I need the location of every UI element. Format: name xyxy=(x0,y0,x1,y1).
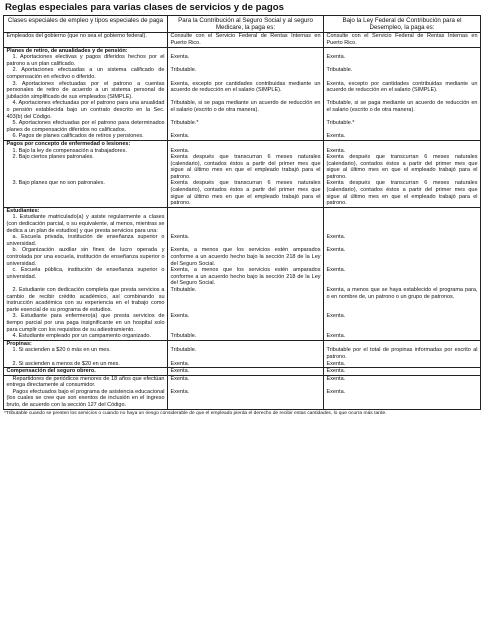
table-row xyxy=(4,100,481,120)
header-employment-type: Clases especiales de empleo y tipos especiales de paga xyxy=(4,16,168,33)
table-row xyxy=(4,154,481,180)
row-label: 3. Estudiante para enfermero(a) que presta servicios de tiempo parcial por una paga insignificante en un hospital solo para cumplir con los requisitos de su adiestramiento. xyxy=(4,313,168,333)
row-social-security: Exenta después que transcurran 6 meses naturales (calendario), contados éstos a partir del primer mes que sigue al último mes en que el empleado trabajó para el patrono. xyxy=(168,180,324,207)
section-title: Propinas: xyxy=(4,340,168,347)
table-row xyxy=(4,148,481,155)
row-label: 4. Aportaciones efectuadas por el patrono para una anualidad o pensión establecida bajo un contrato descrito en la Sec. 403(b) del Código. xyxy=(4,100,168,120)
row-label: 1. Estudiante matriculado(a) y asiste regularmente a clases (con dedicación parcial, o su equivalente, al menos, mientras se dedica a un plan de estudios) y que presta servicios para una: xyxy=(4,214,168,234)
row-unemployment: Tributable.* xyxy=(324,120,481,133)
row-unemployment: Exenta. xyxy=(324,267,481,287)
row-unemployment: Tributable, si se paga mediante un acuerdo de reducción en el salario (escrito o de otra manera). xyxy=(324,100,481,120)
row-unemployment: Exenta, a menos que se haya establecido el programa para, o en nombre de, un patrono o un grupo de patronos. xyxy=(324,287,481,313)
row-label: b. Organización auxiliar sin fines de lucro operada y controlada por una escuela, institución de enseñanza superior o universidad. xyxy=(4,247,168,267)
table-row xyxy=(4,340,481,347)
row-label: c. Escuela pública, institución de enseñanza superior o universidad. xyxy=(4,267,168,287)
table-row xyxy=(4,207,481,214)
row-unemployment: Exenta. xyxy=(324,375,481,389)
row-label: a. Escuela privada, institución de enseñanza superior o universidad. xyxy=(4,234,168,247)
table-row xyxy=(4,67,481,80)
table-row xyxy=(4,267,481,287)
row-social-security: Tributable. xyxy=(168,333,324,340)
row-social-security: Tributable.* xyxy=(168,120,324,133)
section-title: Pagos por concepto de enfermedad o lesiones: xyxy=(4,140,168,147)
row-label: 3. Aportaciones efectuadas por el patrono a cuentas personales de retiro de acuerdo a un sistema personal de jubilación simplificado de sus empleados (SIMPLE). xyxy=(4,81,168,101)
table-header-row xyxy=(4,16,481,33)
table-row xyxy=(4,140,481,147)
row-label: 6. Pagos de planes calificados de retiros y pensiones. xyxy=(4,133,168,140)
row-unemployment: Exenta, excepto por cantidades contribuidas mediante un acuerdo de reducción en el salario (SIMPLE). xyxy=(324,81,481,101)
table-row xyxy=(4,333,481,340)
row-unemployment: Exenta. xyxy=(324,234,481,247)
row-social-security: Exenta. xyxy=(168,313,324,333)
page-title: Reglas especiales para varias clases de servicios y de pagos xyxy=(5,2,284,13)
row-unemployment: Exenta después que transcurran 6 meses naturales (calendario), contados éstos a partir del primer mes que sigue al último mes en que el empleado trabajó para el patrono. xyxy=(324,180,481,207)
section-title: Planes de retiro, de anualidades y de pensión: xyxy=(4,47,168,54)
row-unemployment: Exenta. xyxy=(324,133,481,140)
row-social-security: Exenta, a menos que los servicios estén amparados conforme a un acuerdo hecho bajo la sección 218 de la Ley del Seguro Social. xyxy=(168,267,324,287)
row-unemployment: Exenta. xyxy=(324,333,481,340)
table-row xyxy=(4,214,481,234)
table-row xyxy=(4,368,481,376)
table-row xyxy=(4,347,481,360)
row-label: 5. Aportaciones efectuadas por el patrono para determinados planes de compensación diferidos no calificados. xyxy=(4,120,168,133)
header-unemployment: Bajo la Ley Federal de Contribución para el Desempleo, la paga es: xyxy=(324,16,481,33)
row-label: 1. Si ascienden a $20 ó más en un mes. xyxy=(4,347,168,360)
table-row xyxy=(4,47,481,54)
row-social-security: Consulte con el Servicio Federal de Rentas Internas en Puerto Rico. xyxy=(168,33,324,47)
row-social-security: Exenta. xyxy=(168,389,324,409)
row-label: 2. Si ascienden a menos de $20 en un mes. xyxy=(4,361,168,368)
table-row xyxy=(4,33,481,47)
row-social-security: Tributable. xyxy=(168,287,324,313)
row-label: 2. Aportaciones efectuadas a un sistema calificado de compensación en efectivo o diferido. xyxy=(4,67,168,80)
row-label: 4. Estudiante empleado por un campamento organizado. xyxy=(4,333,168,340)
row-label: 1. Bajo la ley de compensación a trabajadores. xyxy=(4,148,168,155)
row-social-security: Tributable. xyxy=(168,67,324,80)
section-title: Compensación del seguro obrero. xyxy=(4,368,168,376)
section-title: Estudiantes: xyxy=(4,207,168,214)
row-social-security: Exenta. xyxy=(168,148,324,155)
row-unemployment: Exenta. xyxy=(324,148,481,155)
row-unemployment: Exenta. xyxy=(324,361,481,368)
table-row xyxy=(4,361,481,368)
header-social-security: Para la Contribución al Seguro Social y al seguro Medicare, la paga es: xyxy=(168,16,324,33)
row-social-security: Exenta. xyxy=(168,54,324,67)
footnote: *Tributable cuando se presten los servicios o cuando no haya un riesgo considerable de que el empleado pierda el derecho de recibir estas cantidades, lo que ocurra más tarde. xyxy=(4,410,387,416)
row-unemployment: Tributable. xyxy=(324,67,481,80)
row-social-security: Tributable, si se paga mediante un acuerdo de reducción en el salario (escrito o de otra manera). xyxy=(168,100,324,120)
table-row xyxy=(4,81,481,101)
row-social-security: Exenta después que transcurran 6 meses naturales (calendario), contados éstos a partir del primer mes que sigue al último mes en que el empleado trabajó para el patrono. xyxy=(168,154,324,180)
page xyxy=(3,2,480,417)
row-unemployment: Exenta. xyxy=(324,313,481,333)
table-row xyxy=(4,133,481,140)
table-row xyxy=(4,120,481,133)
row-label: 2. Bajo ciertos planes patronales. xyxy=(4,154,168,180)
row-social-security: Exenta. xyxy=(168,361,324,368)
row-label: 1. Aportaciones electivas y pagos diferidos hechos por el patrono a un plan calificado. xyxy=(4,54,168,67)
row-label: 3. Bajo planes que no son patronales. xyxy=(4,180,168,207)
row-unemployment: Exenta después que transcurran 6 meses naturales (calendario), contados éstos a partir del primer mes que sigue al último mes en que el empleado trabajó para el patrono. xyxy=(324,154,481,180)
rules-table xyxy=(3,15,481,410)
table-row xyxy=(4,180,481,207)
row-unemployment: Tributable por el total de propinas informadas por escrito al patrono. xyxy=(324,347,481,360)
row-unemployment: Exenta. xyxy=(324,54,481,67)
table-row xyxy=(4,389,481,409)
row-label: Pagos efectuados bajo el programa de asistencia educacional (los cuales se cree que son exentos de inclusión en el ingreso bruto, de acuerdo con la sección 127 del Código. xyxy=(4,389,168,409)
row-social-security: Exenta, a menos que los servicios estén amparados conforme a un acuerdo hecho bajo la sección 218 de la Ley del Seguro Social. xyxy=(168,247,324,267)
row-label: Empleados del gobierno (que no sea el gobierno federal). xyxy=(4,33,168,47)
row-label: 2. Estudiante con dedicación completa que presta servicios a cambio de recibir crédito académico, así combinando su instrucción académica con su experiencia en el trabajo como parte esencial de su programa de estudios. xyxy=(4,287,168,313)
table-row xyxy=(4,54,481,67)
table-row xyxy=(4,247,481,267)
row-label: Repartidores de periódicos menores de 18 años que efectúan entrega directamente al consumidor. xyxy=(4,375,168,389)
row-unemployment: Exenta. xyxy=(324,247,481,267)
row-unemployment: Consulte con el Servicio Federal de Rentas Internas en Puerto Rico. xyxy=(324,33,481,47)
table-row xyxy=(4,287,481,313)
row-social-security: Tributable. xyxy=(168,347,324,360)
row-social-security: Exenta. xyxy=(168,368,324,376)
row-social-security: Exenta. xyxy=(168,133,324,140)
table-row xyxy=(4,234,481,247)
row-social-security: Exenta. xyxy=(168,234,324,247)
row-unemployment: Exenta. xyxy=(324,389,481,409)
row-unemployment: Exenta. xyxy=(324,368,481,376)
table-row xyxy=(4,375,481,389)
table-row xyxy=(4,313,481,333)
row-social-security: Exenta, excepto por cantidades contribuidas mediante un acuerdo de reducción en el salario (SIMPLE). xyxy=(168,81,324,101)
row-social-security: Exenta. xyxy=(168,375,324,389)
